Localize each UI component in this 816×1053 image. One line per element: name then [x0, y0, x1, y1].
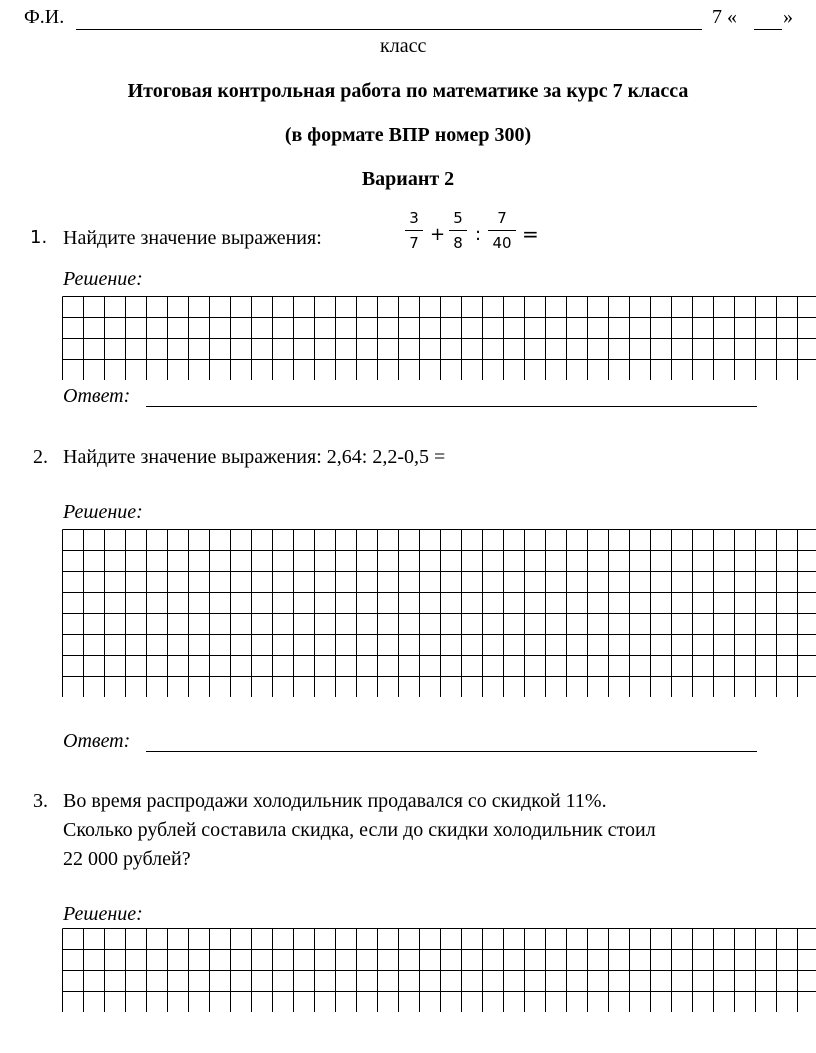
class-word: класс [380, 35, 427, 57]
variant-title: Вариант 2 [361, 168, 455, 190]
fraction-denominator: 8 [453, 234, 463, 252]
task-3-solution-label: Решение: [63, 903, 143, 925]
task-2-number: 2. [33, 446, 48, 468]
task-3-text-line-1: Во время распродажи холодильник продавался со скидкой 11%. [63, 790, 607, 812]
task-3-solution-grid[interactable] [62, 928, 816, 1012]
task-2-solution-grid[interactable] [62, 529, 816, 697]
task-1-answer-label: Ответ: [63, 385, 131, 407]
class-close-quote: » [783, 6, 793, 28]
fraction-7-40 [488, 208, 516, 253]
fraction-numerator: 3 [409, 209, 419, 227]
fraction-numerator: 5 [453, 209, 463, 227]
page-title: Итоговая контрольная работа по математике за курс 7 класса [127, 80, 689, 102]
fraction-denominator: 7 [409, 234, 419, 252]
fio-label: Ф.И. [24, 6, 65, 28]
page-subtitle: (в формате ВПР номер 300) [284, 124, 532, 146]
fraction-numerator: 7 [497, 209, 507, 227]
class-number: 7 « [712, 6, 737, 28]
task-2-text: Найдите значение выражения: 2,64: 2,2-0,5 = [63, 446, 446, 468]
task-3-text-line-3: 22 000 рублей? [63, 848, 191, 870]
divide-operator: : [475, 224, 482, 245]
plus-operator: + [430, 224, 446, 245]
fraction-5-8 [449, 208, 467, 253]
task-2-answer-field[interactable] [146, 751, 757, 752]
fraction-bar [405, 230, 423, 231]
task-1-text: Найдите значение выражения: [63, 227, 322, 249]
fraction-3-7 [405, 208, 423, 253]
fio-field[interactable] [76, 29, 702, 30]
task-1-solution-grid[interactable] [62, 296, 816, 380]
task-1-number: 1. [30, 227, 48, 248]
equals-operator: = [522, 222, 539, 246]
fraction-bar [449, 230, 467, 231]
task-1-answer-field[interactable] [146, 406, 757, 407]
task-3-text-line-2: Сколько рублей составила скидка, если до скидки холодильник стоил [63, 819, 656, 841]
fraction-denominator: 40 [492, 234, 512, 252]
task-2-solution-label: Решение: [63, 501, 143, 523]
task-1-solution-label: Решение: [63, 268, 143, 290]
task-2-answer-label: Ответ: [63, 730, 131, 752]
class-letter-field[interactable] [754, 29, 782, 30]
task-3-number: 3. [33, 790, 48, 812]
fraction-bar [488, 230, 516, 231]
